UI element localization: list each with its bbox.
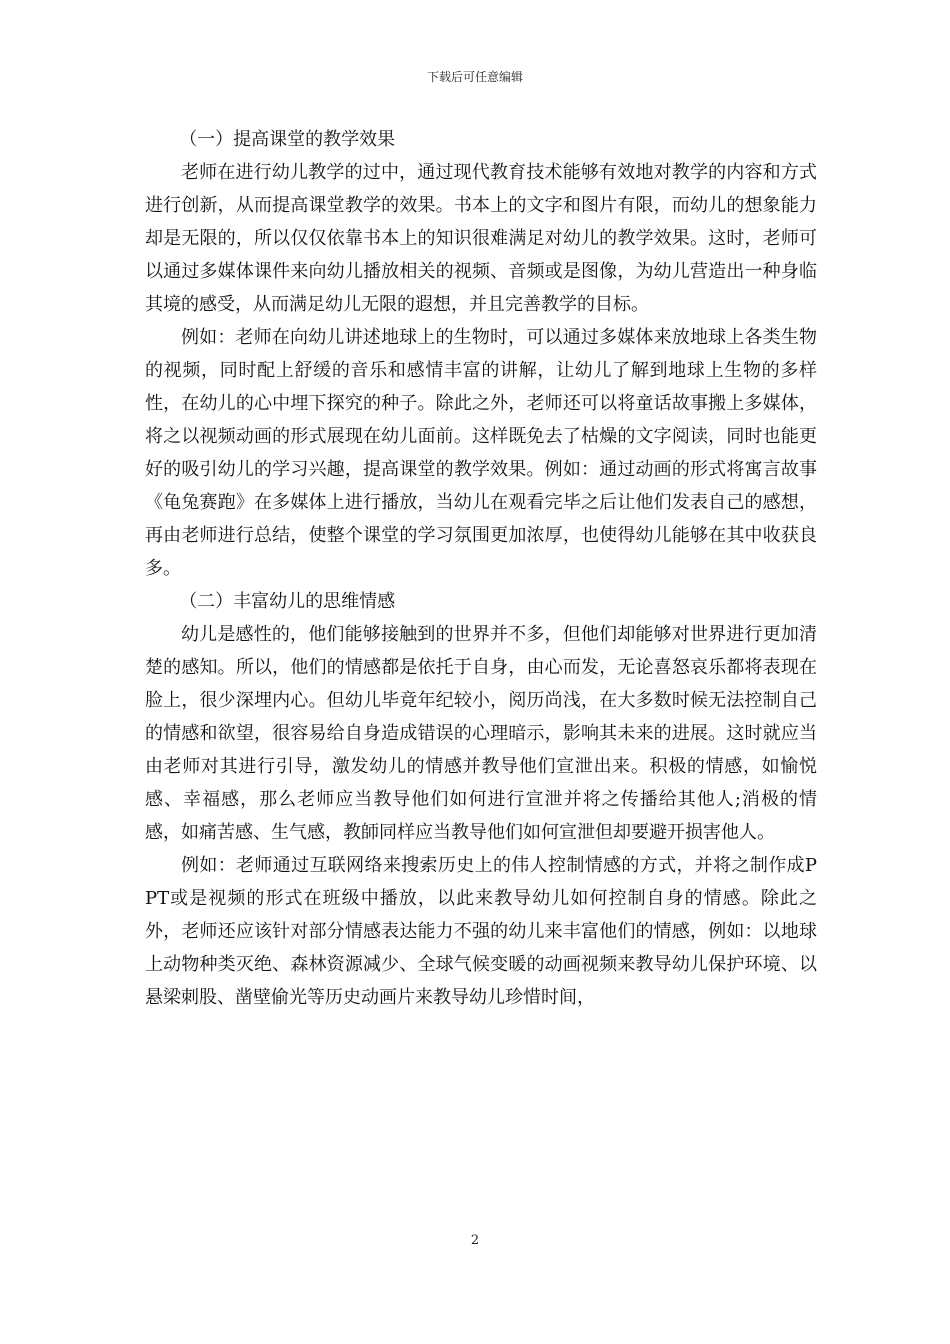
page-number: 2	[470, 1233, 480, 1248]
paragraph: 幼儿是感性的，他们能够接触到的世界并不多，但他们却能够对世界进行更加清楚的感知。所以，他们的情感都是依托于自身，由心而发，无论喜怒哀乐都将表现在脸上，很少深埋内心。但幼儿毕竟年纪较小，阅历尚浅，在大多数时候无法控制自己的情感和欲望，很容易给自身造成错误的心理暗示，影响其未来的进展。这时就应当由老师对其进行引导，激发幼儿的情感并教导他们宣泄出来。积极的情感，如愉悦感、幸福感，那么老师应当教导他们如何进行宣泄并将之传播给其他人;消极的情感，如痛苦感、生气感，教師同样应当教导他们如何宣泄但却要避开损害他人。	[145, 624, 817, 843]
section-heading-2: （二）丰富幼儿的思维情感	[179, 591, 396, 612]
paragraph: 例如：老师通过互联网络来搜索历史上的伟人控制情感的方式，并将之制作成PPT或是视频的形式在班级中播放，以此来教导幼儿如何控制自身的情感。除此之外，老师还应该针对部分情感表达能力不强的幼儿来丰富他们的情感，例如：以地球上动物种类灭绝、森林资源减少、全球气候变暖的动画视频来教导幼儿保护环境、以悬梁刺股、凿壁偷光等历史动画片来教导幼儿珍惜时间，	[145, 855, 817, 1008]
paragraph: 老师在进行幼儿教学的过中，通过现代教育技术能够有效地对教学的内容和方式进行创新，从而提高课堂教学的效果。书本上的文字和图片有限，而幼儿的想象能力却是无限的，所以仅仅依靠书本上的知识很难满足对幼儿的教学效果。这时，老师可以通过多媒体课件来向幼儿播放相关的视频、音频或是图像，为幼儿营造出一种身临其境的感受，从而满足幼儿无限的遐想，并且完善教学的目标。	[145, 162, 817, 315]
running-header: 下载后可任意编辑	[426, 70, 523, 84]
section-heading-1: （一）提高课堂的教学效果	[179, 129, 396, 150]
paragraph: 例如：老师在向幼儿讲述地球上的生物时，可以通过多媒体来放地球上各类生物的视频，同时配上舒缓的音乐和感情丰富的讲解，让幼儿了解到地球上生物的多样性，在幼儿的心中埋下探究的种子。除此之外，老师还可以将童话故事搬上多媒体，将之以视频动画的形式展现在幼儿面前。这样既免去了枯燥的文字阅读，同时也能更好的吸引幼儿的学习兴趣，提高课堂的教学效果。例如：通过动画的形式将寓言故事《龟兔赛跑》在多媒体上进行播放，当幼儿在观看完毕之后让他们发表自己的感想，再由老师进行总结，使整个课堂的学习氛围更加浓厚，也使得幼儿能够在其中收获良多。	[145, 327, 817, 579]
body-text	[145, 123, 817, 1014]
